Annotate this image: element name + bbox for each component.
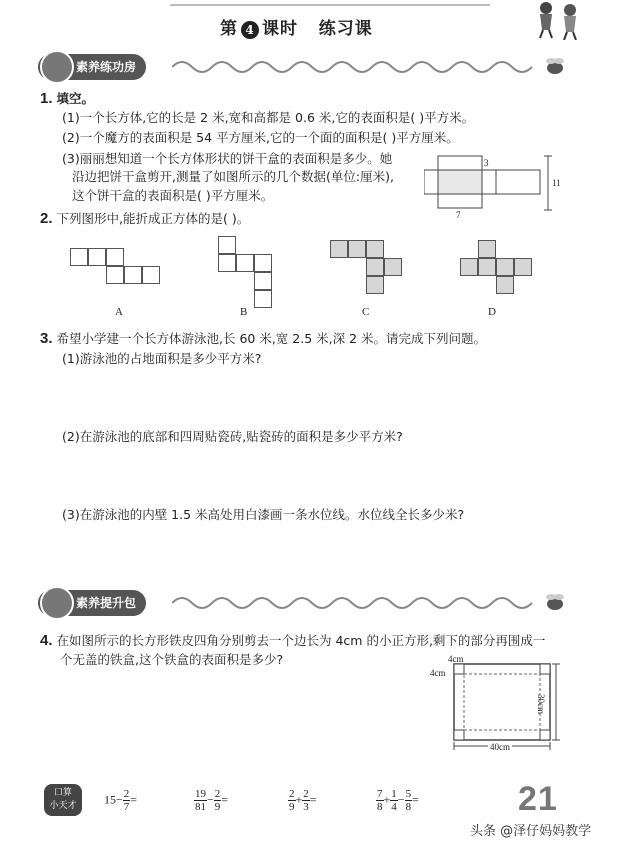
- option-c-figure: [330, 240, 410, 300]
- question-2: 2. 下列图形中,能折成正方体的是( )。: [40, 210, 250, 227]
- top-strip: [170, 0, 490, 6]
- question-3-3: (3)在游泳池的内壁 1.5 米高处用白漆画一条水位线。水位线全长多少米?: [62, 507, 465, 522]
- wavy-divider: [172, 56, 542, 78]
- option-d-figure: [460, 240, 540, 300]
- mental-math-badge: 口算 小天才: [44, 784, 82, 816]
- box-net-figure: [424, 154, 564, 224]
- question-3-2: (2)在游泳池的底部和四周贴瓷砖,贴瓷砖的面积是多少平方米?: [62, 429, 403, 444]
- sheet-label-left: 4cm: [430, 668, 446, 678]
- sheet-label-top: 4cm: [448, 654, 464, 664]
- net-label-7: 7: [456, 210, 461, 220]
- question-4-line2: 个无盖的铁盒,这个铁盒的表面积是多少?: [60, 652, 284, 667]
- section-banner-practice: 素养练功房: [38, 54, 146, 80]
- sheet-figure: [420, 654, 570, 756]
- option-c-label: C: [362, 306, 370, 318]
- sheet-label-right: 30cm: [536, 694, 546, 714]
- question-1-header: 1. 填空。: [40, 90, 95, 107]
- expression-1: 15− $\frac{2}{7}$ =: [104, 788, 138, 813]
- question-1-3a: (3)丽丽想知道一个长方体形状的饼干盒的表面积是多少。她: [62, 151, 393, 166]
- bee-icon: [542, 592, 568, 612]
- expression-2: $\frac{19}{81}$ − $\frac{2}{9}$ =: [195, 788, 229, 813]
- question-4: 4. 在如图所示的长方形铁皮四角分别剪去一个边长为 4cm 的小正方形,剩下的部分再围成一: [40, 632, 546, 649]
- question-3-1: (1)游泳池的占地面积是多少平方米?: [62, 351, 262, 366]
- option-a-figure: [70, 248, 170, 288]
- watermark: 头条 @泽仔妈妈教学: [470, 824, 592, 839]
- question-1-3c: 这个饼干盒的表面积是( )平方厘米。: [72, 188, 274, 203]
- expression-4: $\frac{7}{8}$ + $\frac{1}{4}$ − $\frac{5}{8}$ =: [377, 788, 419, 813]
- section-banner-improve: 素养提升包: [38, 590, 146, 616]
- sheet-label-bottom: 40cm: [490, 742, 510, 752]
- page-number: 21: [518, 780, 558, 818]
- lesson-number-badge: 4: [241, 21, 259, 39]
- question-1-1: (1)一个长方体,它的长是 2 米,宽和高都是 0.6 米,它的表面积是( )平方米。: [62, 110, 475, 125]
- net-label-11: 11: [552, 178, 561, 188]
- question-3: 3. 希望小学建一个长方体游泳池,长 60 米,宽 2.5 米,深 2 米。请完成下列问题。: [40, 330, 486, 347]
- mascot-icon: [40, 586, 74, 620]
- question-1-2: (2)一个魔方的表面积是 54 平方厘米,它的一个面的面积是( )平方厘米。: [62, 130, 459, 145]
- question-1-3b: 沿边把饼干盒剪开,测量了如图所示的几个数据(单位:厘米),: [72, 169, 394, 184]
- lesson-title: 第 4 课时 练习课: [220, 19, 373, 39]
- net-label-3: 3: [484, 158, 489, 168]
- wavy-divider: [172, 592, 542, 614]
- kids-illustration: [528, 0, 588, 40]
- expression-3: $\frac{2}{9}$ + $\frac{2}{3}$ =: [289, 788, 317, 813]
- option-d-label: D: [488, 306, 496, 318]
- option-b-label: B: [240, 306, 248, 318]
- bee-icon: [542, 56, 568, 76]
- mascot-icon: [40, 50, 74, 84]
- option-b-figure: [218, 236, 278, 308]
- option-a-label: A: [115, 306, 123, 318]
